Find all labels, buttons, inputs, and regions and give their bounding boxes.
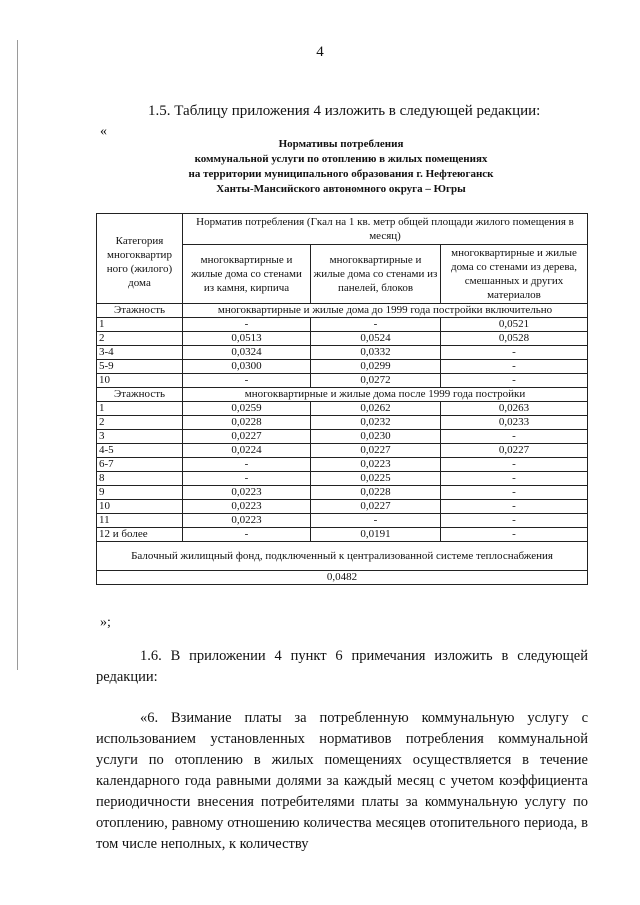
value-panel-cell: - bbox=[311, 514, 441, 528]
value-panel-cell: 0,0524 bbox=[311, 332, 441, 346]
floors-cell: 5-9 bbox=[97, 360, 183, 374]
table-row bbox=[97, 528, 588, 542]
note-6-text: «6. Взимание платы за потребленную коммунальную услугу с использованием установленных нормативов потребления коммунальной услуги по отоплению в жилых помещениях осуществляется в течение календарного года равными долями за каждый месяц с учетом коэффициента периодичности внесения потребителями платы за коммунальную услугу по отоплению, равному отношению количества месяцев отопительного периода, в том числе неполных, к количеству bbox=[96, 710, 588, 852]
quote-close: »; bbox=[100, 615, 111, 630]
table-row bbox=[97, 458, 588, 472]
value-stone-cell: - bbox=[183, 318, 311, 332]
heading-line-4: Ханты-Мансийского автономного округа – Югры bbox=[216, 183, 466, 195]
value-panel-cell: 0,0332 bbox=[311, 346, 441, 360]
table-heading bbox=[96, 137, 586, 197]
footer-text: Балочный жилищный фонд, подключенный к централизованной системе теплоснабжения bbox=[97, 542, 588, 571]
table-row bbox=[97, 332, 588, 346]
section2-title: многоквартирные и жилые дома после 1999 года постройки bbox=[183, 388, 588, 402]
value-wood-cell: - bbox=[441, 360, 588, 374]
page-number: 4 bbox=[316, 44, 324, 60]
value-wood-cell: 0,0227 bbox=[441, 444, 588, 458]
value-wood-cell: - bbox=[441, 528, 588, 542]
value-wood-cell: 0,0233 bbox=[441, 416, 588, 430]
category-header: Категория многоквартир ного (жилого) дома bbox=[97, 214, 183, 304]
table-row bbox=[97, 514, 588, 528]
floors-cell: 10 bbox=[97, 500, 183, 514]
col-header-panel: многоквартирные и жилые дома со стенами из панелей, блоков bbox=[311, 245, 441, 304]
col-header-wood: многоквартирные и жилые дома со стенами из дерева, смешанных и других материалов bbox=[441, 245, 588, 304]
table-row bbox=[97, 486, 588, 500]
norm-header: Норматив потребления (Гкал на 1 кв. метр общей площади жилого помещения в месяц) bbox=[183, 214, 588, 245]
floors-cell: 4-5 bbox=[97, 444, 183, 458]
footer-value: 0,0482 bbox=[97, 571, 588, 585]
floors-cell: 12 и более bbox=[97, 528, 183, 542]
table-row bbox=[97, 346, 588, 360]
table-row bbox=[97, 500, 588, 514]
value-panel-cell: 0,0262 bbox=[311, 402, 441, 416]
table-row bbox=[97, 318, 588, 332]
floors-cell: 2 bbox=[97, 416, 183, 430]
value-wood-cell: - bbox=[441, 500, 588, 514]
note-6 bbox=[96, 708, 588, 855]
value-stone-cell: 0,0300 bbox=[183, 360, 311, 374]
value-panel-cell: 0,0299 bbox=[311, 360, 441, 374]
value-stone-cell: 0,0324 bbox=[183, 346, 311, 360]
value-wood-cell: 0,0528 bbox=[441, 332, 588, 346]
value-stone-cell: 0,0223 bbox=[183, 486, 311, 500]
floors-cell: 10 bbox=[97, 374, 183, 388]
value-wood-cell: 0,0521 bbox=[441, 318, 588, 332]
value-stone-cell: 0,0227 bbox=[183, 430, 311, 444]
value-panel-cell: 0,0227 bbox=[311, 444, 441, 458]
floors-cell: 6-7 bbox=[97, 458, 183, 472]
table-row bbox=[97, 472, 588, 486]
table-row bbox=[97, 360, 588, 374]
floors-cell: 11 bbox=[97, 514, 183, 528]
quote-open: « bbox=[100, 124, 107, 139]
value-wood-cell: 0,0263 bbox=[441, 402, 588, 416]
table-row bbox=[97, 402, 588, 416]
value-stone-cell: 0,0513 bbox=[183, 332, 311, 346]
value-wood-cell: - bbox=[441, 486, 588, 500]
value-panel-cell: 0,0272 bbox=[311, 374, 441, 388]
norms-table bbox=[96, 213, 588, 585]
value-wood-cell: - bbox=[441, 458, 588, 472]
value-panel-cell: 0,0228 bbox=[311, 486, 441, 500]
floors-cell: 8 bbox=[97, 472, 183, 486]
value-stone-cell: - bbox=[183, 374, 311, 388]
value-panel-cell: 0,0227 bbox=[311, 500, 441, 514]
value-panel-cell: 0,0191 bbox=[311, 528, 441, 542]
floors-cell: 1 bbox=[97, 402, 183, 416]
floors-cell: 2 bbox=[97, 332, 183, 346]
amendment-1-5: 1.5. Таблицу приложения 4 изложить в следующей редакции: bbox=[148, 103, 541, 119]
value-stone-cell: 0,0224 bbox=[183, 444, 311, 458]
value-stone-cell: 0,0259 bbox=[183, 402, 311, 416]
floors-cell: 3 bbox=[97, 430, 183, 444]
value-stone-cell: - bbox=[183, 458, 311, 472]
value-wood-cell: - bbox=[441, 514, 588, 528]
scan-margin-line bbox=[17, 40, 18, 670]
value-stone-cell: 0,0223 bbox=[183, 514, 311, 528]
value-panel-cell: - bbox=[311, 318, 441, 332]
value-stone-cell: - bbox=[183, 472, 311, 486]
value-panel-cell: 0,0230 bbox=[311, 430, 441, 444]
floors-cell: 3-4 bbox=[97, 346, 183, 360]
value-panel-cell: 0,0223 bbox=[311, 458, 441, 472]
value-panel-cell: 0,0232 bbox=[311, 416, 441, 430]
heading-line-2: коммунальной услуги по отоплению в жилых помещениях bbox=[194, 153, 488, 165]
section2-label: Этажность bbox=[97, 388, 183, 402]
amendment-1-6-text: 1.6. В приложении 4 пункт 6 примечания изложить в следующей редакции: bbox=[96, 648, 588, 685]
table-row bbox=[97, 444, 588, 458]
value-stone-cell: - bbox=[183, 528, 311, 542]
heading-line-1: Нормативы потребления bbox=[278, 138, 404, 150]
table-row bbox=[97, 430, 588, 444]
section1-title: многоквартирные и жилые дома до 1999 года постройки включительно bbox=[183, 304, 588, 318]
section1-label: Этажность bbox=[97, 304, 183, 318]
heading-line-3: на территории муниципального образования г. Нефтеюганск bbox=[188, 168, 494, 180]
value-stone-cell: 0,0223 bbox=[183, 500, 311, 514]
table-row bbox=[97, 374, 588, 388]
floors-cell: 1 bbox=[97, 318, 183, 332]
value-wood-cell: - bbox=[441, 374, 588, 388]
amendment-1-6 bbox=[96, 646, 588, 688]
value-wood-cell: - bbox=[441, 346, 588, 360]
table-row bbox=[97, 416, 588, 430]
floors-cell: 9 bbox=[97, 486, 183, 500]
value-wood-cell: - bbox=[441, 430, 588, 444]
col-header-stone: многоквартирные и жилые дома со стенами из камня, кирпича bbox=[183, 245, 311, 304]
value-stone-cell: 0,0228 bbox=[183, 416, 311, 430]
value-panel-cell: 0,0225 bbox=[311, 472, 441, 486]
value-wood-cell: - bbox=[441, 472, 588, 486]
